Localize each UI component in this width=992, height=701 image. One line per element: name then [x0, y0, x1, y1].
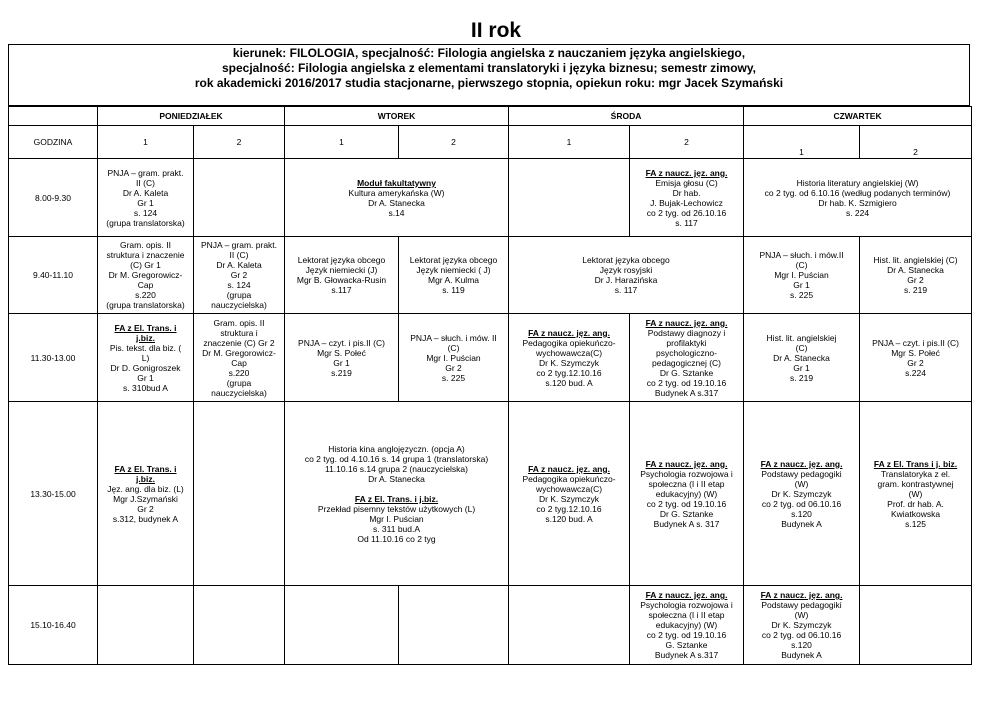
class-line: Kwiatkowska — [890, 508, 941, 519]
class-line: FA z naucz. jęz. ang. — [528, 463, 610, 474]
empty-cell — [98, 586, 194, 665]
class-cell — [630, 586, 744, 665]
empty-cell — [194, 586, 285, 665]
header-line: kierunek: FILOLOGIA, specjalność: Filologia angielska z nauczaniem języka angielskiego, — [232, 46, 746, 60]
class-line: s.312, budynek A — [112, 513, 179, 524]
class-line: Mgr J.Szymański — [113, 493, 178, 504]
class-line: FA z naucz. jęz. ang. — [760, 590, 843, 600]
class-line: Hist. lit. angielskiej (C) — [873, 255, 958, 265]
class-line: FA z El. Trans. i j.biz. — [354, 493, 439, 504]
class-line: Podstawy pedagogiki — [761, 468, 842, 479]
group-number: 2 — [630, 126, 744, 159]
class-cell — [744, 586, 860, 665]
class-cell — [630, 314, 744, 402]
class-line: (W) — [794, 610, 809, 620]
class-line: Język niemiecki ( J) — [416, 265, 491, 275]
class-line: Język niemiecki (J) — [305, 265, 378, 275]
class-cell — [98, 314, 194, 402]
class-line — [286, 484, 507, 494]
class-line: społeczna (I i II etap — [648, 478, 725, 489]
empty-cell — [194, 159, 285, 237]
class-line: L) — [141, 352, 150, 363]
class-line: s.220 — [228, 367, 250, 378]
class-line: FA z naucz. jęz. ang. — [528, 327, 610, 338]
class-line: Dr G. Sztanke — [659, 367, 714, 378]
class-line: s.120 — [791, 508, 812, 519]
class-line: Mgr B. Głowacka-Rusin — [296, 275, 387, 285]
class-line: FA z naucz. jęz. ang. — [645, 167, 728, 178]
class-line: (W) — [794, 478, 809, 489]
empty-cell — [509, 586, 630, 665]
class-line: s.120 bud. A — [545, 513, 593, 524]
empty-cell — [860, 586, 972, 665]
class-line: s. 117 — [675, 217, 698, 228]
class-line: FA z El. Trans. i — [114, 322, 177, 333]
class-line: Pis. tekst. dla biz. ( — [109, 342, 182, 353]
class-line: społeczna (I i II etap — [648, 610, 725, 620]
class-line: Cap — [137, 280, 154, 290]
class-cell — [285, 159, 509, 237]
class-line: Gr 2 — [907, 357, 924, 368]
class-line: Historia kina anglojęzyczn. (opcja A) — [328, 443, 465, 454]
class-line: Mgr A. Kulma — [427, 275, 480, 285]
class-line: Dr K. Szymczyk — [539, 493, 599, 504]
class-line: FA z naucz. jęz. ang. — [645, 590, 728, 600]
class-cell — [509, 314, 630, 402]
class-line: wychowawcza(C) — [535, 347, 603, 358]
class-cell — [744, 402, 860, 586]
class-line: Emisja głosu (C) — [655, 177, 718, 188]
class-line: Pedagogika opiekuńczo- — [522, 337, 616, 348]
header-line: specjalność: Filologia angielska z elementami translatoryki i języka biznesu; semestr zimowy, — [222, 61, 756, 75]
class-line: Dr A. Stanecka — [368, 197, 425, 208]
class-line: Dr M. Gregorowicz- — [202, 347, 276, 358]
class-cell — [98, 402, 194, 586]
class-line: Gram. opis. II — [119, 240, 171, 250]
class-cell — [860, 402, 972, 586]
class-line: Budynek A s. 317 — [653, 518, 720, 529]
class-line: struktura i — [220, 327, 258, 338]
schedule-table — [8, 106, 972, 665]
class-line: s. 224 — [845, 207, 870, 218]
class-line: edukacyjny) (W) — [655, 620, 718, 630]
class-line: s.125 — [905, 518, 926, 529]
class-line: G. Sztanke — [665, 640, 708, 650]
class-line: s.224 — [905, 367, 926, 378]
class-line: co 2 tyg. od 6.10.16 (według podanych terminów) — [764, 187, 951, 198]
class-line: Gr 2 — [137, 503, 154, 514]
class-cell — [194, 237, 285, 314]
class-line: Dr hab. — [672, 187, 701, 198]
class-line: Translatoryka z el. — [880, 468, 951, 479]
class-line: II (C) — [229, 250, 249, 260]
group-number: 1 — [744, 126, 860, 159]
class-line: Prof. dr hab. A. — [887, 498, 944, 509]
group-number: 1 — [98, 126, 194, 159]
class-line: Dr A. Stanecka — [887, 265, 944, 275]
class-line: II (C) — [136, 177, 155, 188]
class-line: Budynek A — [781, 650, 822, 660]
class-cell — [630, 402, 744, 586]
class-line: Psychologia rozwojowa i — [640, 600, 733, 610]
header-line: rok akademicki 2016/2017 studia stacjonarne, pierwszego stopnia, opiekun roku: mgr Jacek Szymański — [194, 76, 784, 90]
class-line: s. 117 — [614, 285, 638, 295]
class-line: Mgr S. Połeć — [891, 347, 940, 358]
class-line: (C) — [795, 260, 808, 270]
class-line: s. 310bud A — [123, 382, 168, 393]
class-line: (C) Gr 1 — [130, 260, 161, 270]
class-line: edukacyjny) (W) — [655, 488, 718, 499]
class-line: co 2 tyg. od 06.10.16 — [761, 498, 842, 509]
class-line: Dr K. Szymczyk — [771, 620, 832, 630]
class-cell — [194, 314, 285, 402]
class-line: co 2 tyg. od 19.10.16 — [646, 630, 727, 640]
class-line: s.120 — [791, 640, 812, 650]
group-number: 1 — [509, 126, 630, 159]
class-line: Lektorat języka obcego — [297, 255, 386, 265]
class-cell — [98, 237, 194, 314]
class-cell — [285, 237, 399, 314]
class-line: co 2 tyg. od 06.10.16 — [761, 630, 842, 640]
class-line: (grupa translatorska) — [106, 217, 185, 228]
class-line: PNJA – słuch. i mów. II — [410, 332, 497, 343]
class-line: Mgr I. Puścian — [426, 352, 481, 363]
class-line: (grupa — [226, 377, 252, 388]
class-line: Gr 1 — [793, 280, 810, 290]
class-cell — [285, 402, 509, 586]
class-line: Dr M. Gregorowicz- — [108, 270, 183, 280]
time-slot: 9.40-11.10 — [9, 237, 98, 314]
class-line: Dr A. Stanecka — [773, 352, 830, 363]
class-line: j.biz. — [136, 473, 155, 484]
class-cell — [744, 237, 860, 314]
class-line: s. 219 — [903, 285, 928, 295]
class-line: s. 225 — [441, 372, 466, 383]
program-header — [8, 44, 970, 106]
class-line: Język rosyjski — [599, 265, 653, 275]
class-line: nauczycielska) — [211, 300, 267, 310]
class-line: Gr 1 — [137, 372, 154, 383]
class-line: s. 119 — [442, 285, 465, 295]
class-line: s.117 — [331, 285, 352, 295]
class-line: (W) — [908, 488, 923, 499]
class-line: Budynek A s.317 — [654, 387, 719, 398]
class-line: psychologiczno- — [656, 347, 717, 358]
corner-cell — [9, 107, 98, 126]
class-line: s. 311 bud.A — [372, 523, 421, 534]
class-line: struktura i znaczenie — [106, 250, 185, 260]
class-line: Mgr S. Połeć — [317, 347, 366, 358]
class-line: Lektorat języka obcego — [582, 255, 670, 265]
class-line: Jęz. ang. dla biz. (L) — [107, 483, 184, 494]
empty-cell — [399, 586, 509, 665]
class-line: Budynek A s.317 — [654, 650, 719, 660]
class-line: s. 124 — [133, 207, 158, 218]
class-line: co 2 tyg.12.10.16 — [536, 503, 602, 514]
class-line: Moduł fakultatywny — [357, 177, 436, 188]
class-cell — [860, 237, 972, 314]
class-line: PNJA – gram. prakt. — [107, 167, 184, 178]
class-line: (C) — [795, 342, 808, 353]
class-line: Dr D. Gonigroszek — [110, 362, 181, 373]
class-line: co 2 tyg. od 19.10.16 — [646, 498, 727, 509]
class-line: PNJA – czyt. i pis.II (C) — [872, 337, 959, 348]
class-cell — [399, 237, 509, 314]
class-line: Dr G. Sztanke — [659, 508, 714, 519]
class-line: profilaktyki — [666, 337, 707, 348]
class-line: Gr 2 — [907, 275, 924, 285]
class-line: Historia literatury angielskiej (W) — [796, 177, 919, 188]
class-line: Budynek A — [781, 518, 822, 529]
empty-cell — [509, 159, 630, 237]
class-line: co 2 tyg. od 26.10.16 — [646, 207, 727, 218]
hour-column-header: GODZINA — [9, 126, 98, 159]
class-cell — [744, 159, 972, 237]
class-line: Od 11.10.16 co 2 tyg — [357, 533, 436, 544]
class-line: PNJA – gram. prakt. — [200, 240, 278, 250]
class-line: s. 124 — [227, 280, 251, 290]
class-line: Cap — [231, 357, 247, 368]
class-line: Dr hab. K. Szmigiero — [818, 197, 897, 208]
empty-cell — [285, 586, 399, 665]
class-line: pedagogicznej (C) — [652, 357, 721, 368]
class-line: FA z El. Trans i j. biz. — [873, 458, 958, 469]
class-line: Lektorat języka obcego — [409, 255, 498, 265]
day-header-thursday: CZWARTEK — [744, 107, 972, 126]
time-slot: 13.30-15.00 — [9, 402, 98, 586]
class-line: s.120 bud. A — [545, 377, 593, 388]
class-line: Mgr I. Puścian — [369, 513, 424, 524]
class-line: Dr K. Szymczyk — [771, 488, 832, 499]
class-line: Dr K. Szymczyk — [539, 357, 599, 368]
page-title: II rok — [470, 19, 522, 42]
class-line: s. 225 — [789, 290, 814, 300]
day-header-monday: PONIEDZIAŁEK — [98, 107, 285, 126]
class-cell — [399, 314, 509, 402]
group-number: 2 — [860, 126, 972, 159]
class-line: wychowawcza(C) — [535, 483, 603, 494]
class-line: Pedagogika opiekuńczo- — [522, 473, 616, 484]
class-line: gram. kontrastywnej — [877, 478, 954, 489]
class-line: Dr A. Kaleta — [122, 187, 169, 198]
class-line: (grupa translatorska) — [106, 300, 185, 310]
class-line: co 2 tyg.12.10.16 — [536, 367, 602, 378]
class-line: PNJA – czyt. i pis.II (C) — [298, 337, 385, 348]
class-line: s.220 — [135, 290, 156, 300]
class-line: Gr 1 — [793, 362, 810, 373]
group-number: 2 — [399, 126, 509, 159]
class-line: 11.10.16 s.14 grupa 2 (nauczycielska) — [324, 463, 468, 474]
class-cell — [285, 314, 399, 402]
empty-cell — [194, 402, 285, 586]
class-line: Mgr I. Puścian — [774, 270, 829, 280]
day-header-wednesday: ŚRODA — [509, 107, 744, 126]
class-line: Gr 1 — [137, 197, 154, 208]
class-cell — [744, 314, 860, 402]
time-slot: 11.30-13.00 — [9, 314, 98, 402]
class-line: FA z naucz. jęz. ang. — [760, 458, 843, 469]
class-line: Podstawy pedagogiki — [761, 600, 842, 610]
class-line: znaczenie (C) Gr 2 — [203, 337, 275, 348]
class-line: Psychologia rozwojowa i — [640, 468, 733, 479]
class-line: Przekład pisemny tekstów użytkowych (L) — [317, 503, 476, 514]
class-line: Gr 1 — [333, 357, 350, 368]
class-line: FA z naucz. jęz. ang. — [645, 458, 728, 469]
class-cell — [509, 402, 630, 586]
time-slot: 15.10-16.40 — [9, 586, 98, 665]
group-number: 2 — [194, 126, 285, 159]
class-line: Gr 2 — [230, 270, 248, 280]
class-line: Dr A. Kaleta — [216, 260, 262, 270]
time-slot: 8.00-9.30 — [9, 159, 98, 237]
class-line: J. Bujak-Lechowicz — [650, 197, 723, 208]
class-line: Gr 2 — [445, 362, 462, 373]
class-line: s.14 — [388, 207, 405, 218]
group-number: 1 — [285, 126, 399, 159]
class-line: j.biz. — [136, 332, 155, 343]
class-cell — [860, 314, 972, 402]
class-cell — [630, 159, 744, 237]
day-header-tuesday: WTOREK — [285, 107, 509, 126]
class-line: Dr A. Stanecka — [368, 473, 425, 484]
class-line: Kultura amerykańska (W) — [348, 187, 445, 198]
class-cell — [98, 159, 194, 237]
class-line: Dr J. Harazińska — [594, 275, 658, 285]
class-line: s.219 — [331, 367, 352, 378]
class-cell — [509, 237, 744, 314]
class-line: (C) — [447, 342, 460, 353]
class-line: s. 219 — [789, 372, 814, 383]
class-line: Gram. opis. II — [213, 317, 265, 328]
class-line: nauczycielska) — [211, 387, 267, 398]
class-line: FA z El. Trans. i — [114, 463, 177, 474]
class-line: (grupa — [226, 290, 252, 300]
class-line: PNJA – słuch. i mów.II — [759, 250, 844, 260]
class-line: Hist. lit. angielskiej — [766, 332, 837, 343]
class-line: co 2 tyg. od 4.10.16 s. 14 grupa 1 (translatorska) — [304, 453, 489, 464]
class-line: FA z naucz. jęz. ang. — [645, 317, 728, 328]
class-line: Podstawy diagnozy i — [647, 327, 726, 338]
class-line: co 2 tyg. od 19.10.16 — [646, 377, 727, 388]
